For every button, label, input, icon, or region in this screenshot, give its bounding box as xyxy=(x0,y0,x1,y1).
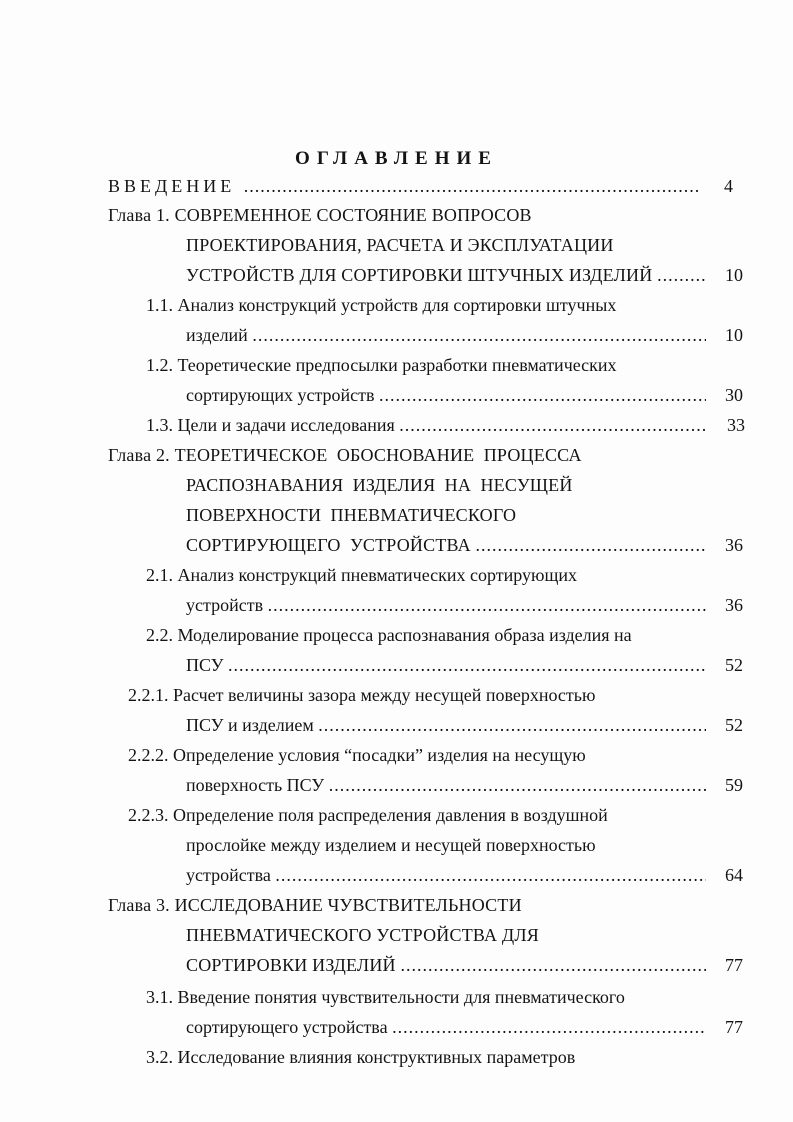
toc-section-2-2-line1: Моделирование процесса распознавания образа изделия на xyxy=(177,625,632,645)
toc-section-1-2 xyxy=(146,351,746,379)
toc-section-2-2-2-page: 59 xyxy=(706,771,743,799)
toc-chapter-2-line4-text: СОРТИРУЮЩЕГО УСТРОЙСТВА xyxy=(186,535,471,555)
toc-section-2-2-3-line3-text: устройства xyxy=(186,865,271,885)
toc-section-2-2-1-page: 52 xyxy=(706,711,743,739)
toc-intro-label: ВВЕДЕНИЕ xyxy=(108,176,236,196)
toc-intro xyxy=(108,172,720,200)
toc-section-2-2-num: 2.2. xyxy=(146,625,173,645)
toc-section-2-2-2-num: 2.2.2. xyxy=(128,745,169,765)
toc-section-1-2-line1: Теоретические предпосылки разработки пневматических xyxy=(177,355,617,375)
toc-chapter-2-page: 36 xyxy=(706,531,743,559)
toc-section-2-2-2-line2-text: поверхность ПСУ xyxy=(186,775,325,795)
toc-section-1-3-num: 1.3. xyxy=(146,415,173,435)
toc-section-1-2-num: 1.2. xyxy=(146,355,173,375)
toc-section-2-2-line2-text: ПСУ xyxy=(186,655,224,675)
toc-chapter-1 xyxy=(108,201,748,229)
toc-section-1-1-page: 10 xyxy=(706,321,743,349)
toc-section-1-3-line1: Цели и задачи исследования xyxy=(177,415,395,435)
toc-section-2-2-3-line1: Определение поля распределения давления в воздушной xyxy=(173,805,608,825)
toc-section-3-1-page: 77 xyxy=(706,1013,743,1041)
toc-chapter-2-line2: РАСПОЗНАВАНИЯ ИЗДЕЛИЯ НА НЕСУЩЕЙ xyxy=(186,475,573,495)
toc-chapter-2 xyxy=(108,441,748,469)
toc-section-1-1-line2-text: изделий xyxy=(186,325,248,345)
toc-section-2-2-3-line3 xyxy=(186,861,726,889)
toc-section-1-1-num: 1.1. xyxy=(146,295,173,315)
toc-chapter-2-prefix: Глава 2. xyxy=(108,445,170,465)
toc-chapter-1-line2: ПРОЕКТИРОВАНИЯ, РАСЧЕТА И ЭКСПЛУАТАЦИИ xyxy=(186,235,614,255)
toc-chapter-3-prefix: Глава 3. xyxy=(108,895,170,915)
toc-chapter-3-line3-text: СОРТИРОВКИ ИЗДЕЛИЙ xyxy=(186,955,396,975)
toc-section-2-2-1-line2 xyxy=(186,711,726,739)
toc-chapter-1-page: 10 xyxy=(706,261,743,289)
toc-section-2-2-1-line2-text: ПСУ и изделием xyxy=(186,715,314,735)
toc-section-3-2-num: 3.2. xyxy=(146,1047,173,1067)
toc-chapter-3 xyxy=(108,891,748,919)
toc-section-2-2-2-line2 xyxy=(186,771,726,799)
toc-section-3-1-line1: Введение понятия чувствительности для пневматического xyxy=(177,987,625,1007)
toc-chapter-1-line3 xyxy=(186,261,706,289)
toc-intro-page: 4 xyxy=(700,172,733,200)
toc-section-2-2-2 xyxy=(128,741,748,769)
toc-section-1-2-line2 xyxy=(186,381,726,409)
toc-section-3-1-line2-text: сортирующего устройства xyxy=(186,1017,388,1037)
toc-section-1-3 xyxy=(146,411,726,439)
toc-section-1-1-line2 xyxy=(186,321,726,349)
toc-section-1-2-line2-text: сортирующих устройств xyxy=(186,385,375,405)
toc-section-2-2-2-line1: Определение условия “посадки” изделия на несущую xyxy=(173,745,586,765)
toc-section-2-1-line2 xyxy=(186,591,726,619)
toc-chapter-3-line2: ПНЕВМАТИЧЕСКОГО УСТРОЙСТВА ДЛЯ xyxy=(186,925,539,945)
toc-chapter-1-prefix: Глава 1. xyxy=(108,205,170,225)
toc-chapter-1-line1: СОВРЕМЕННОЕ СОСТОЯНИЕ ВОПРОСОВ xyxy=(174,205,532,225)
toc-section-2-2-1 xyxy=(128,681,748,709)
toc-section-2-2-line2 xyxy=(186,651,726,679)
toc-chapter-1-line3-text: УСТРОЙСТВ ДЛЯ СОРТИРОВКИ ШТУЧНЫХ ИЗДЕЛИЙ xyxy=(186,265,653,285)
toc-section-2-2-3-num: 2.2.3. xyxy=(128,805,169,825)
toc-chapter-3-line3 xyxy=(186,951,706,979)
toc-section-2-2-3 xyxy=(128,801,748,829)
toc-chapter-2-line3: ПОВЕРХНОСТИ ПНЕВМАТИЧЕСКОГО xyxy=(186,505,517,525)
page-title: ОГЛАВЛЕНИЕ xyxy=(295,148,498,169)
toc-section-1-2-page: 30 xyxy=(706,381,743,409)
toc-section-2-1-page: 36 xyxy=(706,591,743,619)
toc-section-2-2-3-line2: прослойке между изделием и несущей поверхностью xyxy=(186,835,596,855)
toc-section-2-2-1-num: 2.2.1. xyxy=(128,685,169,705)
toc-section-1-1 xyxy=(146,291,746,319)
toc-section-2-2-page: 52 xyxy=(706,651,743,679)
toc-chapter-2-line1: ТЕОРЕТИЧЕСКОЕ ОБОСНОВАНИЕ ПРОЦЕССА xyxy=(174,445,582,465)
toc-section-2-2-1-line1: Расчет величины зазора между несущей поверхностью xyxy=(173,685,596,705)
toc-section-3-2-line1: Исследование влияния конструктивных параметров xyxy=(177,1047,576,1067)
toc-section-2-2 xyxy=(146,621,756,649)
toc-section-3-1-line2 xyxy=(186,1013,726,1041)
toc-section-3-2 xyxy=(146,1043,746,1071)
toc-chapter-2-line4 xyxy=(186,531,716,559)
toc-chapter-3-line1: ИССЛЕДОВАНИЕ ЧУВСТВИТЕЛЬНОСТИ xyxy=(174,895,522,915)
toc-section-2-2-3-page: 64 xyxy=(706,861,743,889)
toc-section-3-1-num: 3.1. xyxy=(146,987,173,1007)
toc-section-2-1-line2-text: устройств xyxy=(186,595,264,615)
toc-section-2-1 xyxy=(146,561,746,589)
toc-section-2-1-line1: Анализ конструкций пневматических сортирующих xyxy=(177,565,577,585)
toc-section-1-1-line1: Анализ конструкций устройств для сортировки штучных xyxy=(177,295,617,315)
toc-section-2-1-num: 2.1. xyxy=(146,565,173,585)
toc-chapter-3-page: 77 xyxy=(706,951,743,979)
toc-section-1-3-page: 33 xyxy=(706,411,745,439)
toc-section-3-1 xyxy=(146,983,746,1011)
